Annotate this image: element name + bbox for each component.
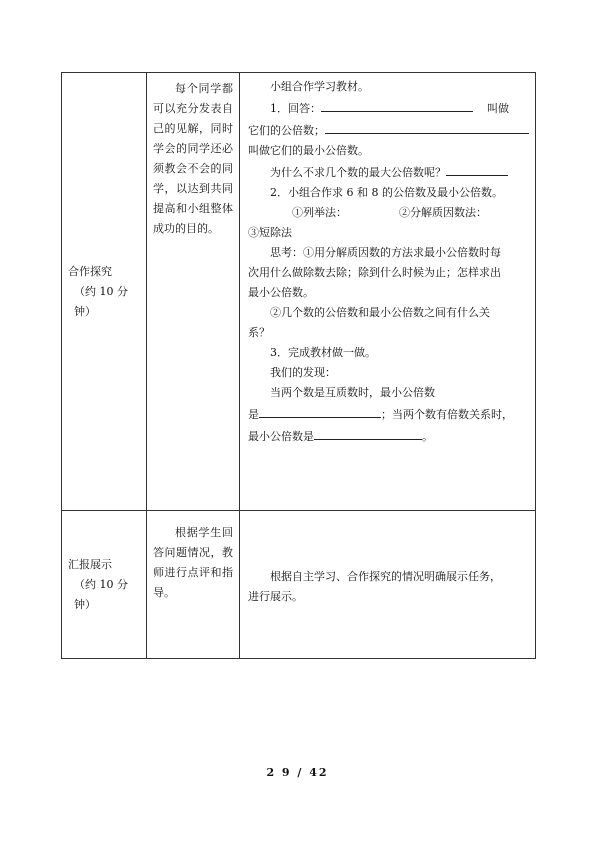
discovery-1: 当两个数是互质数时，最小公倍数: [270, 386, 435, 399]
discovery-heading: 我们的发现：: [270, 366, 336, 379]
question-1-line-2: 它们的公倍数；: [248, 119, 529, 141]
page-number: 2 9 / 42: [266, 766, 329, 779]
question-3: 3．完成教材做一做。: [270, 346, 376, 359]
think-2-line-2: 系？: [248, 326, 270, 339]
intro-text: 小组合作学习教材。: [270, 80, 369, 93]
content-cell: [240, 73, 536, 511]
discovery-2: 是 ；当两个数有倍数关系时，: [248, 403, 529, 425]
think-2: ②几个数的公倍数和最小公倍数之间有什么关: [270, 306, 490, 319]
stage-title: 汇报展示: [68, 557, 112, 571]
table-row: [62, 73, 536, 511]
think-1-line-2: 次用什么做除数去除；除到什么时候为止；怎样求出: [248, 266, 501, 279]
answer-blank: [325, 119, 529, 134]
methods-line: ①列举法： ②分解质因数法：: [292, 206, 487, 219]
answer-blank: [259, 403, 381, 418]
think-1: 思考：①用分解质因数的方法求最小公倍数时每: [270, 246, 501, 259]
answer-blank: [321, 97, 473, 112]
question-1: 1．回答： 叫做: [248, 97, 529, 119]
display-text-2: 进行展示。: [248, 589, 303, 603]
purpose-cell: 根据学生回答问题情况，教师进行点评和指导。: [147, 511, 240, 659]
stage-cell: [62, 511, 147, 659]
answer-blank: [446, 161, 508, 176]
think-1-line-3: 最小公倍数。: [248, 286, 314, 299]
lesson-plan-table: [61, 72, 536, 659]
method-3: ③短除法: [248, 226, 292, 239]
discovery-3: 最小公倍数是 。: [248, 425, 529, 447]
purpose-cell: 每个同学都可以充分发表自己的见解，同时学会的同学还必须教会不会的同学，以达到共同提高和小组整体成功的目的。: [147, 73, 240, 511]
answer-blank: [314, 425, 422, 440]
table-row: [62, 511, 536, 659]
stage-title: 合作探究: [68, 264, 112, 278]
question-1-line-3: 叫做它们的最小公倍数。: [248, 144, 369, 157]
display-text-1: 根据自主学习、合作探究的情况明确展示任务，: [270, 569, 501, 583]
question-2: 2．小组合作求 6 和 8 的公倍数及最小公倍数。: [270, 186, 503, 199]
stage-duration: （约 10 分钟）: [74, 284, 128, 318]
why-question: 为什么不求几个数的最大公倍数呢？: [248, 161, 529, 183]
content-cell: [240, 511, 536, 659]
stage-duration: （约 10 分钟）: [74, 577, 128, 611]
stage-cell: [62, 73, 147, 511]
